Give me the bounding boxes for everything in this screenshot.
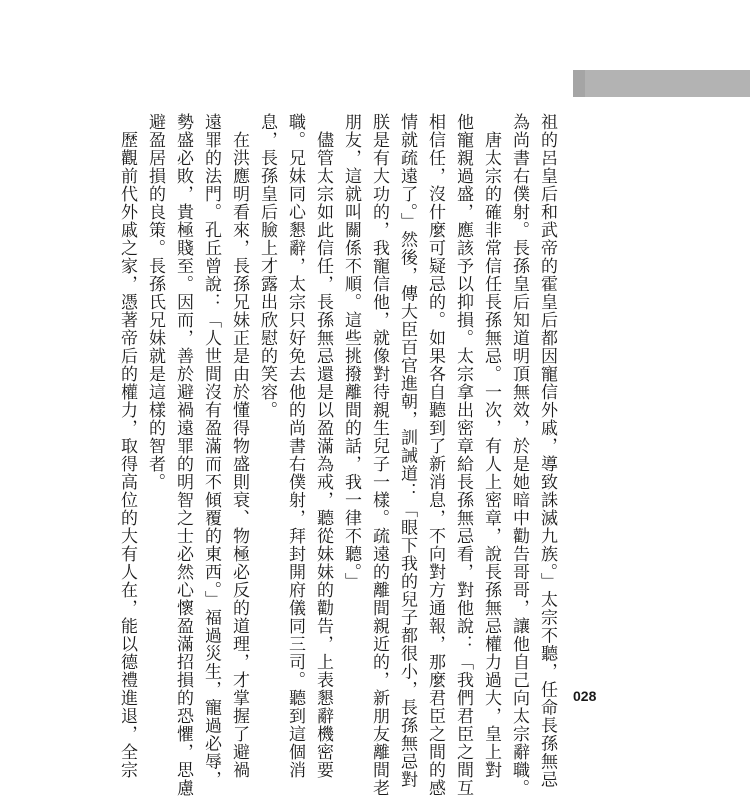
page-number: 028 <box>573 688 597 704</box>
paragraph <box>141 113 253 797</box>
paragraph <box>337 113 505 797</box>
text-column: 歷觀前代外戚之家，憑著帝后的權力，取得高位的大有人在，能以德禮進退，全宗 <box>117 131 137 779</box>
text-column: 情就疏遠了。」然後，傳大臣百官進朝，訓誡道：「眼下我的兒子都很小，長孫無忌對 <box>397 113 417 789</box>
text-column: 職。兄妹同心懇辭，太宗只好免去他的尚書右僕射，拜封開府儀同三司。聽到這個消 <box>285 113 305 779</box>
text-column: 為尚書右僕射。長孫皇后知道明頂無效，於是她暗中勸告哥哥，讓他自己向太宗辭職。 <box>509 113 529 797</box>
text-column: 朋友，這就叫關係不順。這些挑撥離間的話，我一律不聽。」 <box>341 113 361 591</box>
text-column: 遠罪的法門。孔丘曾說：「人世間沒有盈滿而不傾覆的東西。」福過災生，寵過必辱， <box>201 113 221 789</box>
text-column: 儘管太宗如此信任，長孫無忌還是以盈滿為戒，聽從妹妹的勸告，上表懇辭機密要 <box>313 131 333 779</box>
text-column: 勢盛必敗，貴極賤至。因而，善於避禍遠罪的明智之士必然心懷盈滿招損的恐懼，思慮 <box>173 113 193 797</box>
text-column: 相信任，沒什麼可疑忌的。如果各自聽到了新消息，不向對方通報，那麼君臣之間的感 <box>425 113 445 797</box>
page-corner-notch <box>573 70 585 97</box>
body-text <box>117 113 561 797</box>
text-column: 避盈居損的良策。長孫氏兄妹就是這樣的智者。 <box>145 113 165 491</box>
paragraph <box>113 113 141 779</box>
text-column: 朕是有大功的，我寵信他，就像對待親生兒子一樣。疏遠的離間親近的，新朋友離間老 <box>369 113 389 797</box>
text-column: 他寵親過盛，應該予以抑損。太宗拿出密章給長孫無忌看，對他說：「我們君臣之間互 <box>453 113 473 797</box>
text-column: 祖的呂皇后和武帝的霍皇后都因寵信外戚，導致誅滅九族。」太宗不聽，任命長孫無忌 <box>537 113 557 789</box>
text-column: 息，長孫皇后臉上才露出欣慰的笑容。 <box>257 113 277 419</box>
text-column: 在洪應明看來，長孫兄妹正是由於懂得物盛則衰、物極必反的道理，才掌握了避禍 <box>229 131 249 779</box>
paragraph <box>505 113 561 797</box>
paragraph <box>253 113 337 779</box>
page-corner-tab <box>573 70 750 97</box>
text-column: 唐太宗的確非常信任長孫無忌。一次，有人上密章，說長孫無忌權力過大，皇上對 <box>481 131 501 779</box>
